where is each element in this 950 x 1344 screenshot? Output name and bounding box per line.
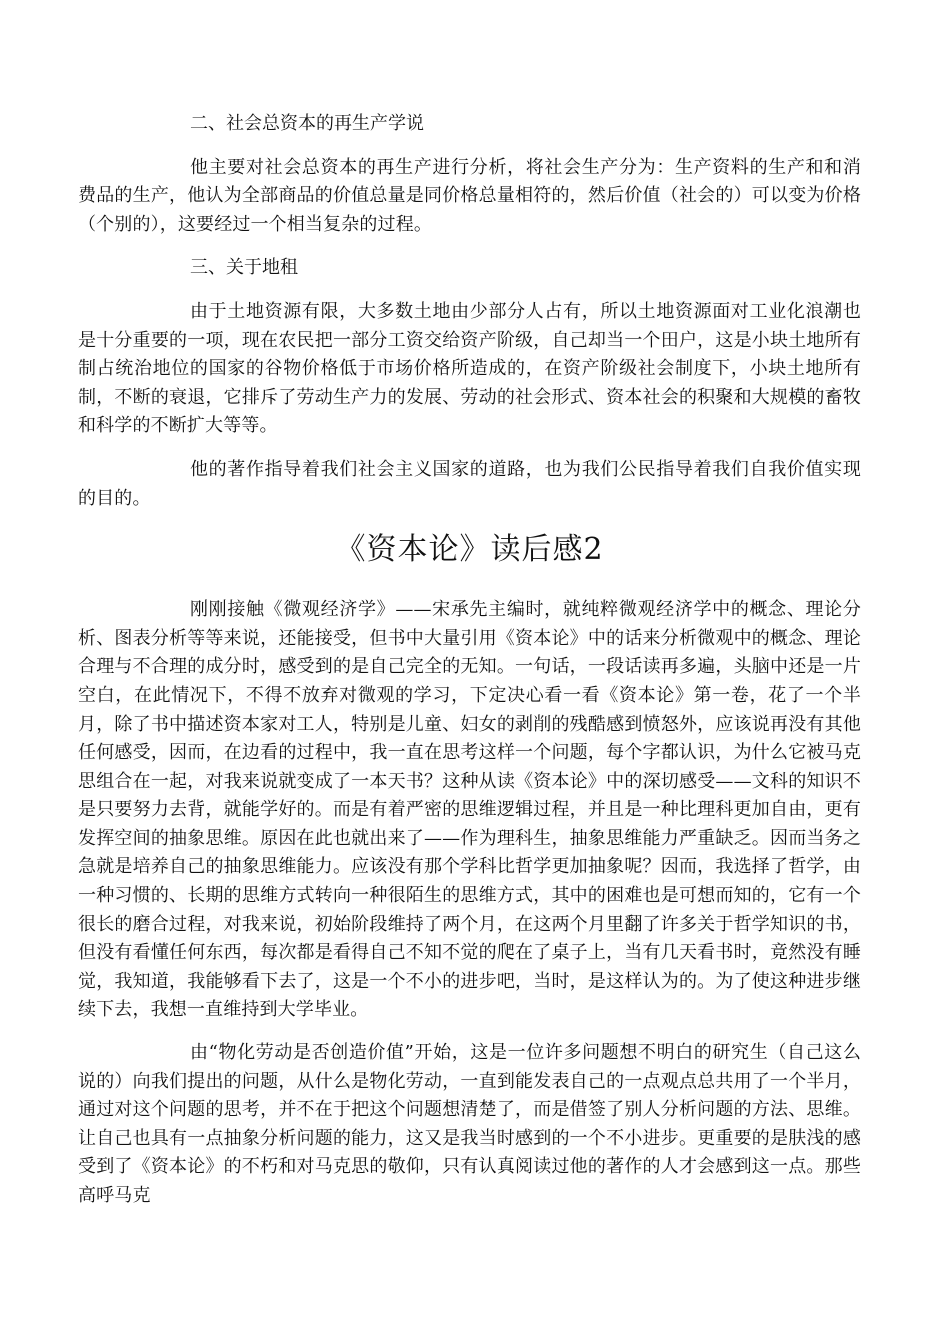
- paragraph-essay-2: 由“物化劳动是否创造价值”开始，这是一位许多问题想不明白的研究生（自己这么说的）向我们提出的问题，从什么是物化劳动，一直到能发表自己的一点观点总共用了一个半月，通过对这个问题的思考，并不在于把这个问题想清楚了，而是借签了别人分析问题的方法、思维。让自己也具有一点抽象分析问题的能力，这又是我当时感到的一个不小进步。更重要的是肤浅的感受到了《资本论》的不朽和对马克思的敬仰，只有认真阅读过他的著作的人才会感到这一点。那些高呼马克: [78, 1042, 861, 1206]
- section-heading-3: 三、关于地租: [190, 257, 298, 279]
- paragraph-essay-1: 刚刚接触《微观经济学》——宋承先主编时，就纯粹微观经济学中的概念、理论分析、图表分析等等来说，还能接受，但书中大量引用《资本论》中的话来分析微观中的概念、理论合理与不合理的成分时，感受到的是自己完全的无知。一句话，一段话读再多遍，头脑中还是一片空白，在此情况下，不得不放弃对微观的学习，下定决心看一看《资本论》第一卷，花了一个半月，除了书中描述资本家对工人，特别是儿童、妇女的剥削的残酷感到愤怒外，应该说再没有其他任何感受，因而，在边看的过程中，我一直在思考这样一个问题，每个字都认识，为什么它被马克思组合在一起，对我来说就变成了一本天书？这种从读《资本论》中的深切感受——文科的知识不是只要努力去背，就能学好的。而是有着严密的思维逻辑过程，并且是一种比理科更加自由，更有发挥空间的抽象思维。原因在此也就出来了——作为理科生，抽象思维能力严重缺乏。因而当务之急就是培养自己的抽象思维能力。应该没有那个学科比哲学更加抽象呢？因而，我选择了哲学，由一种习惯的、长期的思维方式转向一种很陌生的思维方式，其中的困难也是可想而知的，它有一个很长的磨合过程，对我来说，初始阶段维持了两个月，在这两个月里翻了许多关于哲学知识的书，但没有看懂任何东西，每次都是看得自己不知不觉的爬在了桌子上，当有几天看书时，竟然没有睡觉，我知道，我能够看下去了，这是一个不小的进步吧，当时，是这样认为的。为了使这种进步继续下去，我想一直维持到大学毕业。: [78, 599, 861, 1021]
- paragraph-conclusion: 他的著作指导着我们社会主义国家的道路，也为我们公民指导着我们自我价值实现的目的。: [78, 458, 861, 509]
- essay-title: 《资本论》读后感2: [335, 532, 604, 568]
- section-heading-2: 二、社会总资本的再生产学说: [190, 113, 424, 134]
- document-body: [78, 110, 861, 1226]
- paragraph-social-capital: 他主要对社会总资本的再生产进行分析，将社会生产分为：生产资料的生产和和消费品的生产，他认为全部商品的价值总量是同价格总量相符的，然后价值（社会的）可以变为价格（个别的），这要经过一个相当复杂的过程。: [78, 156, 861, 235]
- paragraph-land-rent: 由于土地资源有限，大多数土地由少部分人占有，所以土地资源面对工业化浪潮也是十分重要的一项，现在农民把一部分工资交给资产阶级，自己却当一个田户，这是小块土地所有制占统治地位的国家的谷物价格低于市场价格所造成的，在资产阶级社会制度下，小块土地所有制，不断的衰退，它排斥了劳动生产力的发展、劳动的社会形式、资本社会的积聚和大规模的畜牧和科学的不断扩大等等。: [78, 300, 861, 437]
